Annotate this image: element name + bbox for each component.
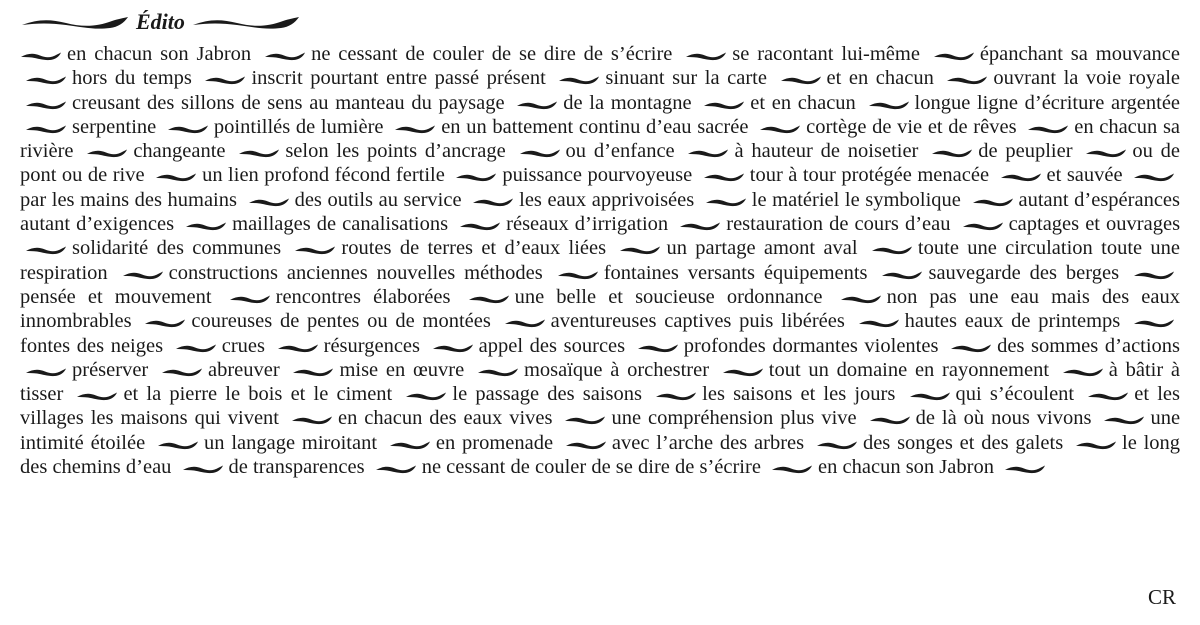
wave-separator-icon [264, 49, 306, 61]
text-segment: un langage miroitant [204, 431, 378, 454]
wave-separator-icon [519, 146, 561, 158]
text-segment: fontaines versants équipements [603, 261, 868, 284]
text-segment: résurgences [323, 334, 421, 357]
text-segment: restauration de cours d’eau [726, 213, 951, 236]
wave-separator-icon [248, 195, 290, 207]
text-segment: crues [221, 334, 265, 357]
wave-separator-icon [869, 413, 911, 425]
text-segment: et la pierre le bois et le ciment [123, 383, 393, 406]
text-segment: préserver [72, 358, 149, 381]
text-segment: un lien profond fécond fertile [202, 164, 445, 187]
text-segment: les saisons et les jours [702, 383, 896, 406]
wave-separator-icon [868, 98, 910, 110]
text-segment: mise en œuvre [339, 358, 465, 381]
text-segment: non pas une eau mais des eaux innombrables [20, 285, 1180, 333]
text-segment: mosaïque à orchestrer [523, 358, 710, 381]
text-segment: rencontres élaborées [275, 285, 451, 308]
wave-separator-icon [1085, 146, 1127, 158]
text-segment: hors du temps [72, 67, 192, 90]
text-segment: cortège de vie et de rêves [806, 115, 1017, 138]
text-segment: en chacun des eaux vives [337, 407, 553, 430]
text-segment: ou de pont ou de rive [20, 140, 1181, 187]
text-segment: et les villages les maisons qui vivent [20, 383, 1180, 430]
wave-separator-icon [291, 413, 333, 425]
wave-separator-icon [565, 438, 607, 450]
text-segment: toute une circulation toute une respiration [20, 237, 1181, 284]
wave-separator-icon [871, 243, 913, 255]
text-segment: de là où nous vivons [915, 407, 1092, 430]
wave-separator-icon [229, 292, 271, 304]
wave-separator-icon [679, 219, 721, 231]
text-segment: le passage des saisons [452, 383, 642, 406]
text-segment: ouvrant la voie royale [993, 67, 1180, 90]
wave-separator-icon [1062, 365, 1104, 377]
text-segment: coureuses de pentes ou de montées [191, 310, 491, 333]
wave-separator-icon [1027, 122, 1069, 134]
wave-separator-icon [881, 268, 923, 280]
text-segment: et en chacun [750, 91, 856, 114]
wave-separator-icon [685, 49, 727, 61]
wave-separator-icon [1133, 268, 1175, 280]
wave-separator-icon [204, 73, 246, 85]
text-segment: en promenade [435, 431, 554, 454]
wave-separator-icon [1133, 170, 1175, 182]
wave-separator-icon [477, 365, 519, 377]
wave-separator-icon [238, 146, 280, 158]
wave-separator-icon [516, 98, 558, 110]
text-segment: sauvegarde des berges [928, 261, 1120, 284]
edito-title: Édito [136, 9, 185, 34]
text-segment: qui s’écoulent [955, 383, 1075, 406]
text-segment: tout un domaine en rayonnement [768, 358, 1050, 381]
wave-ornament-icon [20, 14, 130, 30]
wave-ornament-icon [191, 14, 301, 30]
wave-separator-icon [637, 341, 679, 353]
wave-separator-icon [144, 316, 186, 328]
wave-separator-icon [972, 195, 1014, 207]
text-segment: puissance pourvoyeuse [502, 164, 693, 187]
text-segment: le matériel le symbolique [751, 188, 961, 211]
wave-separator-icon [25, 122, 67, 134]
text-segment: une compréhension plus vive [611, 407, 857, 430]
text-segment: une belle et soucieuse ordonnance [514, 285, 823, 308]
wave-separator-icon [1133, 316, 1175, 328]
wave-separator-icon [277, 341, 319, 353]
text-segment: tour à tour protégée menacée [749, 164, 990, 187]
text-segment: abreuver [208, 358, 280, 381]
wave-separator-icon [1103, 413, 1145, 425]
wave-separator-icon [962, 219, 1004, 231]
wave-separator-icon [459, 219, 501, 231]
wave-separator-icon [25, 365, 67, 377]
wave-separator-icon [1075, 438, 1117, 450]
wave-separator-icon [185, 219, 227, 231]
wave-separator-icon [375, 462, 417, 474]
text-segment: et sauvée [1046, 164, 1123, 187]
wave-separator-icon [816, 438, 858, 450]
wave-separator-icon [86, 146, 128, 158]
text-segment: constructions anciennes nouvelles méthodes [168, 261, 543, 284]
text-segment: serpentine [72, 115, 157, 138]
text-segment: épanchant sa mouvance [979, 43, 1181, 65]
wave-separator-icon [858, 316, 900, 328]
text-segment: solidarité des communes [72, 237, 282, 260]
text-segment: réseaux d’irrigation [506, 213, 669, 236]
text-segment: pensée et mouvement [20, 285, 212, 308]
wave-separator-icon [25, 243, 67, 255]
text-segment: le long des chemins d’eau [20, 431, 1181, 479]
wave-separator-icon [25, 73, 67, 85]
wave-separator-icon [161, 365, 203, 377]
wave-separator-icon [157, 438, 199, 450]
wave-separator-icon [182, 462, 224, 474]
wave-separator-icon [946, 73, 988, 85]
wave-separator-icon [703, 170, 745, 182]
text-segment: de transparences [228, 456, 365, 479]
text-segment: inscrit pourtant entre passé présent [251, 67, 546, 90]
text-segment: en chacun son Jabron [67, 43, 252, 65]
wave-separator-icon [759, 122, 801, 134]
wave-separator-icon [564, 413, 606, 425]
text-segment: à hauteur de noisetier [734, 140, 919, 163]
text-segment: changeante [133, 140, 226, 163]
text-segment: ou d’enfance [565, 140, 675, 163]
wave-separator-icon [909, 389, 951, 401]
text-segment: ne cessant de couler de se dire de s’écrire [311, 43, 673, 65]
wave-separator-icon [175, 341, 217, 353]
wave-separator-icon [122, 268, 164, 280]
text-segment: avec l’arche des arbres [611, 431, 805, 454]
wave-separator-icon [167, 122, 209, 134]
wave-separator-icon [472, 195, 514, 207]
wave-separator-icon [703, 98, 745, 110]
text-segment: par les mains des humains [20, 188, 237, 211]
wave-separator-icon [780, 73, 822, 85]
wave-separator-icon [655, 389, 697, 401]
wave-separator-icon [468, 292, 510, 304]
signature: CR [1147, 585, 1176, 609]
text-segment: captages et ouvrages [1008, 213, 1181, 236]
wave-separator-icon [722, 365, 764, 377]
wave-separator-icon [933, 49, 975, 61]
edito-text [20, 42, 1180, 479]
text-segment: autant d’espérances autant d’exigences [20, 188, 1181, 236]
text-segment: profondes dormantes violentes [683, 334, 939, 357]
wave-separator-icon [432, 341, 474, 353]
wave-separator-icon [687, 146, 729, 158]
wave-separator-icon [950, 341, 992, 353]
text-segment: les eaux apprivoisées [519, 188, 695, 211]
wave-separator-icon [771, 462, 813, 474]
text-segment: selon les points d’ancrage [285, 140, 506, 163]
text-segment: se racontant lui-même [732, 43, 920, 65]
wave-separator-icon [20, 49, 62, 61]
text-segment: à bâtir à tisser [20, 358, 1181, 406]
text-segment: de peuplier [978, 140, 1073, 163]
wave-separator-icon [619, 243, 661, 255]
text-segment: routes de terres et d’eaux liées [341, 237, 607, 260]
text-segment: de la montagne [563, 91, 692, 114]
text-segment: en un battement continu d’eau sacrée [441, 115, 749, 138]
text-segment: un partage amont aval [666, 237, 858, 260]
text-segment: pointillés de lumière [213, 115, 384, 138]
wave-separator-icon [76, 389, 118, 401]
text-segment: en chacun son Jabron [818, 456, 994, 479]
text-segment: fontes des neiges [20, 334, 164, 357]
wave-separator-icon [840, 292, 882, 304]
wave-separator-icon [294, 243, 336, 255]
wave-separator-icon [705, 195, 747, 207]
wave-separator-icon [1000, 170, 1042, 182]
text-segment: longue ligne d’écriture argentée [914, 91, 1181, 114]
wave-separator-icon [25, 98, 67, 110]
text-segment: aventureuses captives puis libérées [550, 310, 845, 333]
text-segment: en chacun sa rivière [20, 115, 1181, 163]
text-segment: des sommes d’actions [997, 334, 1181, 357]
text-segment: ne cessant de couler de se dire de s’écrire [421, 456, 761, 479]
text-segment: creusant des sillons de sens au manteau du paysage [72, 91, 505, 114]
wave-separator-icon [405, 389, 447, 401]
text-segment: sinuant sur la carte [605, 67, 767, 90]
wave-separator-icon [394, 122, 436, 134]
text-segment: des songes et des galets [862, 431, 1064, 454]
wave-separator-icon [292, 365, 334, 377]
text-segment: hautes eaux de printemps [904, 310, 1121, 333]
text-segment: appel des sources [478, 334, 626, 357]
wave-separator-icon [504, 316, 546, 328]
wave-separator-icon [557, 268, 599, 280]
wave-separator-icon [455, 170, 497, 182]
wave-separator-icon [1087, 389, 1129, 401]
wave-separator-icon [1004, 462, 1046, 474]
text-segment: maillages de canalisations [232, 213, 449, 236]
wave-separator-icon [931, 146, 973, 158]
edito-heading [20, 4, 301, 40]
wave-separator-icon [389, 438, 431, 450]
text-segment: et en chacun [826, 67, 934, 90]
wave-separator-icon [155, 170, 197, 182]
text-segment: des outils au service [294, 188, 462, 211]
wave-separator-icon [558, 73, 600, 85]
text-segment: une intimité étoilée [20, 407, 1181, 454]
